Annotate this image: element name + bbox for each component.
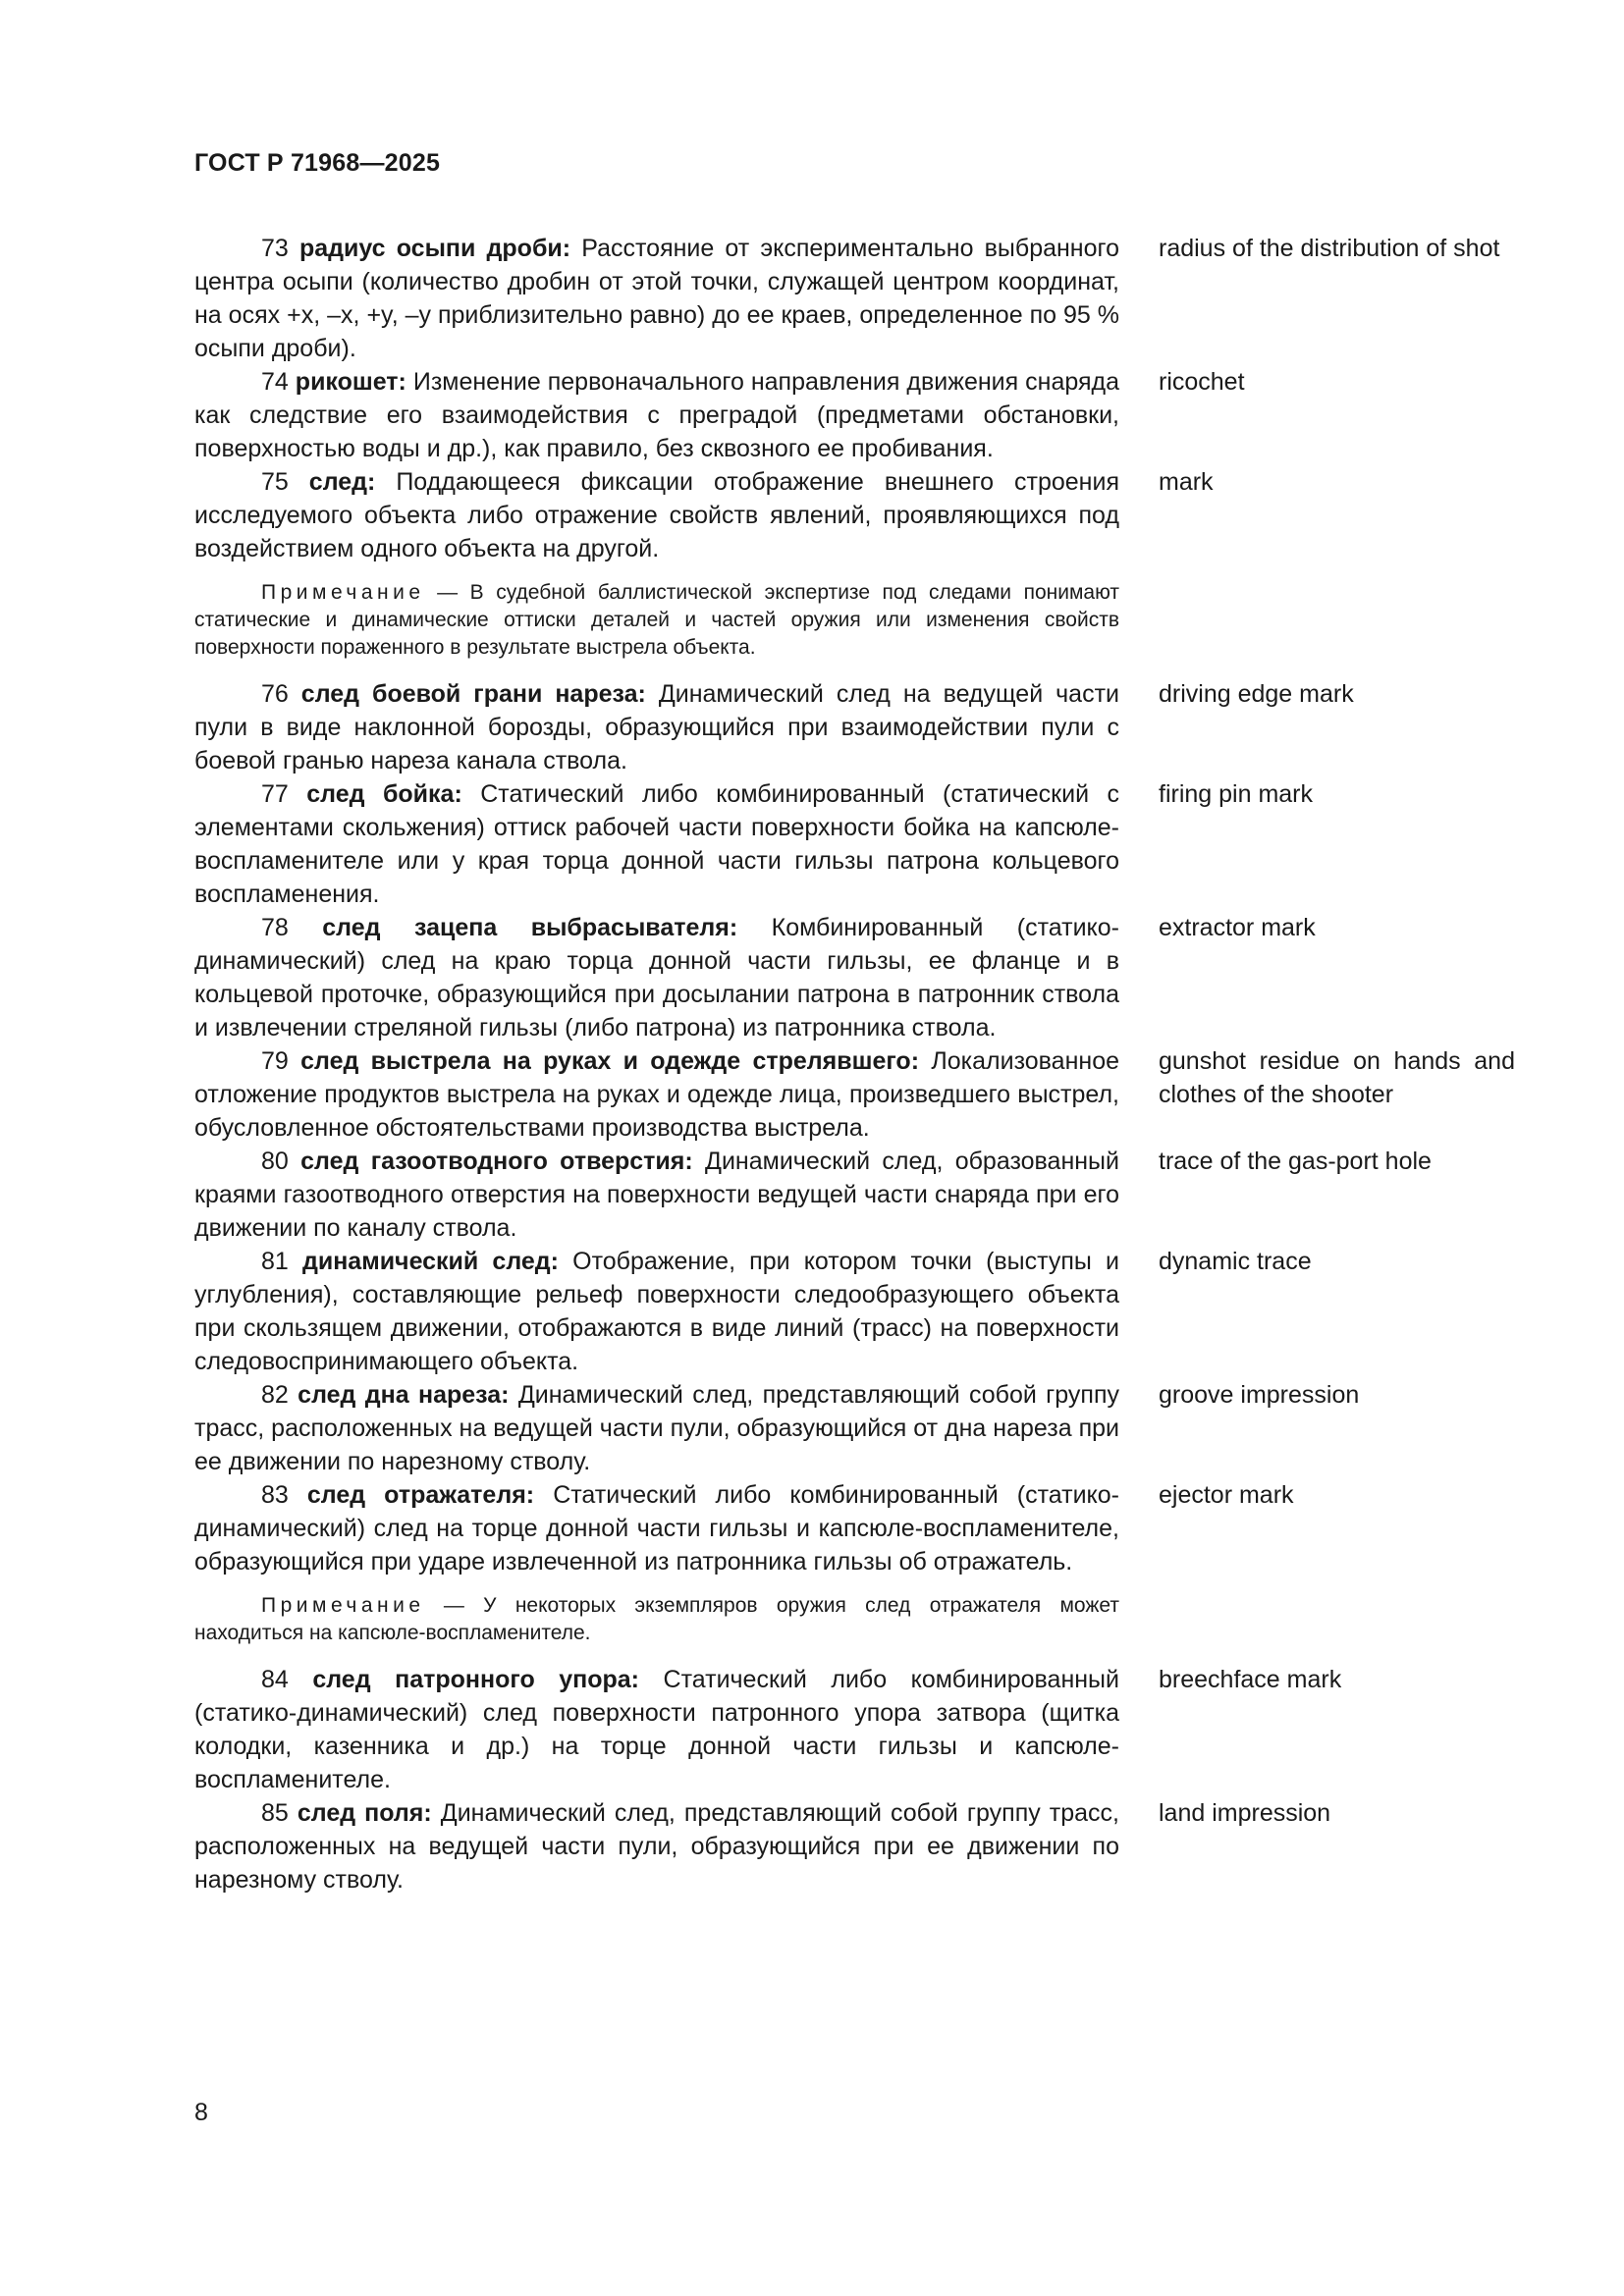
term-english: driving edge mark (1159, 680, 1354, 708)
term-english: trace of the gas-port hole (1159, 1148, 1432, 1175)
term-name: рикошет: (295, 368, 406, 396)
term-name: след отражателя: (306, 1481, 535, 1509)
term-number: 83 (261, 1481, 289, 1509)
term-english: breechface mark (1159, 1666, 1342, 1693)
term-english: ejector mark (1159, 1481, 1294, 1509)
term-name: след патронного упора: (312, 1666, 640, 1693)
term-text: Локализованное отложение продуктов выстрела на руках и одежде лица, произведшего выстрел, обусловленное обстоятельствами производства выстрела. (194, 1047, 1120, 1142)
term-definition (194, 465, 1119, 565)
term-english: extractor mark (1159, 914, 1316, 941)
note-text: — У некоторых экземпляров оружия след отражателя может находиться на капсюле-воспламенителе. (194, 1594, 1119, 1644)
term-name: след: (308, 468, 376, 496)
term-english: gunshot residue on hands and clothes of the shooter (1159, 1047, 1515, 1108)
term-definition (194, 1378, 1119, 1478)
term-entry-83 (194, 1478, 1515, 1578)
note-2 (194, 1592, 1119, 1647)
term-text: Статический либо комбинированный (статико-динамический) след поверхности патронного упора затвора (щитка колодки, казенника и др.) на торце донной части гильзы и капсюле-воспламенителе. (194, 1666, 1119, 1793)
term-name: след поля: (297, 1799, 432, 1827)
note-label: Примечание (261, 1594, 425, 1617)
note-label: Примечание (261, 581, 425, 604)
term-number: 80 (261, 1148, 289, 1175)
term-english: firing pin mark (1159, 780, 1313, 808)
term-text: Статический либо комбинированный (статический с элементами скольжения) оттиск рабочей части поверхности бойка на капсюле-воспламенителе или у края торца донной части гильзы патрона кольцевого воспламенения. (194, 780, 1119, 908)
term-entry-75 (194, 465, 1515, 565)
term-text: Динамический след, образованный краями газоотводного отверстия на поверхности ведущей части снаряда при его движении по каналу ствола. (194, 1148, 1119, 1242)
term-name: след газоотводного отверстия: (300, 1148, 693, 1175)
term-name: след боевой грани нареза: (300, 680, 646, 708)
term-name: радиус осыпи дроби: (298, 235, 571, 262)
term-entry-79 (194, 1044, 1515, 1145)
terms-list (194, 232, 1515, 1896)
term-definition (194, 911, 1119, 1044)
term-number: 76 (261, 680, 289, 708)
term-definition (194, 777, 1119, 911)
term-number: 85 (261, 1799, 289, 1827)
term-text: Статический либо комбинированный (статико-динамический) след на торце донной части гильзы и капсюле-воспламенителе, образующийся при ударе извлеченной из патронника гильзы об отражатель. (194, 1481, 1119, 1575)
note-text: — В судебной баллистической экспертизе под следами понимают статические и динамические оттиски деталей и частей оружия или изменения свойств поверхности пораженного в результате выстрела объекта. (194, 581, 1119, 659)
term-name: след выстрела на руках и одежде стрелявшего: (300, 1047, 920, 1075)
term-text: Отображение, при котором точки (выступы и углубления), составляющие рельеф поверхности следообразующего объекта при скользящем движении, отображаются в виде линий (трасс) на поверхности следовоспринимающего объекта. (194, 1248, 1119, 1375)
term-definition (194, 677, 1119, 777)
term-definition (194, 232, 1119, 365)
term-english: groove impression (1159, 1381, 1360, 1409)
term-number: 82 (261, 1381, 289, 1409)
term-text: Динамический след, представляющий собой группу трасс, расположенных на ведущей части пули, образующийся от дна нареза при ее движении по нарезному стволу. (194, 1381, 1119, 1475)
term-number: 74 (261, 368, 289, 396)
term-english: radius of the distribution of shot (1159, 235, 1500, 262)
term-entry-74 (194, 365, 1515, 465)
page-number: 8 (194, 2099, 208, 2126)
term-english: ricochet (1159, 368, 1245, 396)
term-entry-81 (194, 1245, 1515, 1378)
term-entry-85 (194, 1796, 1515, 1896)
term-number: 73 (261, 235, 289, 262)
term-definition (194, 1145, 1119, 1245)
term-entry-84 (194, 1663, 1515, 1796)
term-entry-73 (194, 232, 1515, 365)
term-entry-80 (194, 1145, 1515, 1245)
term-text: Динамический след на ведущей части пули в виде наклонной борозды, образующийся при взаимодействии пули с боевой гранью нареза канала ствола. (194, 680, 1119, 774)
term-text: Динамический след, представляющий собой группу трасс, расположенных на ведущей части пули, образующийся при ее движении по нарезному стволу. (194, 1799, 1119, 1894)
term-english: mark (1159, 468, 1214, 496)
term-definition (194, 1663, 1119, 1796)
term-name: след дна нареза: (298, 1381, 510, 1409)
term-entry-76 (194, 677, 1515, 777)
term-entry-82 (194, 1378, 1515, 1478)
term-number: 84 (261, 1666, 289, 1693)
term-text: Расстояние от экспериментально выбранного центра осыпи (количество дробин от этой точки, служащей центром координат, на осях +x, –x, +y, –y приблизительно равно) до ее краев, определенное по 95 % осыпи дроби). (194, 235, 1119, 362)
term-entry-77 (194, 777, 1515, 911)
term-definition (194, 1796, 1119, 1896)
term-entry-78 (194, 911, 1515, 1044)
term-definition (194, 365, 1119, 465)
term-text: Комбинированный (статико-динамический) след на краю торца донной части гильзы, ее фланце и в кольцевой проточке, образующийся при досылании патрона в патронник ствола и извлечении стреляной гильзы (либо патрона) из патронника ствола. (194, 914, 1120, 1041)
term-name: след бойка: (306, 780, 462, 808)
term-name: динамический след: (301, 1248, 559, 1275)
term-number: 79 (261, 1047, 289, 1075)
term-text: Изменение первоначального направления движения снаряда как следствие его взаимодействия с преградой (предметами обстановки, поверхностью воды и др.), как правило, без сквозного ее пробивания. (194, 368, 1119, 462)
term-number: 78 (261, 914, 289, 941)
term-english: land impression (1159, 1799, 1331, 1827)
document-header: ГОСТ Р 71968—2025 (194, 149, 441, 177)
term-definition (194, 1044, 1119, 1145)
term-name: след зацепа выбрасывателя: (322, 914, 738, 941)
term-number: 81 (261, 1248, 289, 1275)
term-english: dynamic trace (1159, 1248, 1312, 1275)
term-number: 77 (261, 780, 289, 808)
term-definition (194, 1478, 1119, 1578)
term-definition (194, 1245, 1119, 1378)
term-text: Поддающееся фиксации отображение внешнего строения исследуемого объекта либо отражение свойств явлений, проявляющихся под воздействием одного объекта на другой. (194, 468, 1119, 562)
note-1 (194, 579, 1119, 662)
term-number: 75 (261, 468, 289, 496)
